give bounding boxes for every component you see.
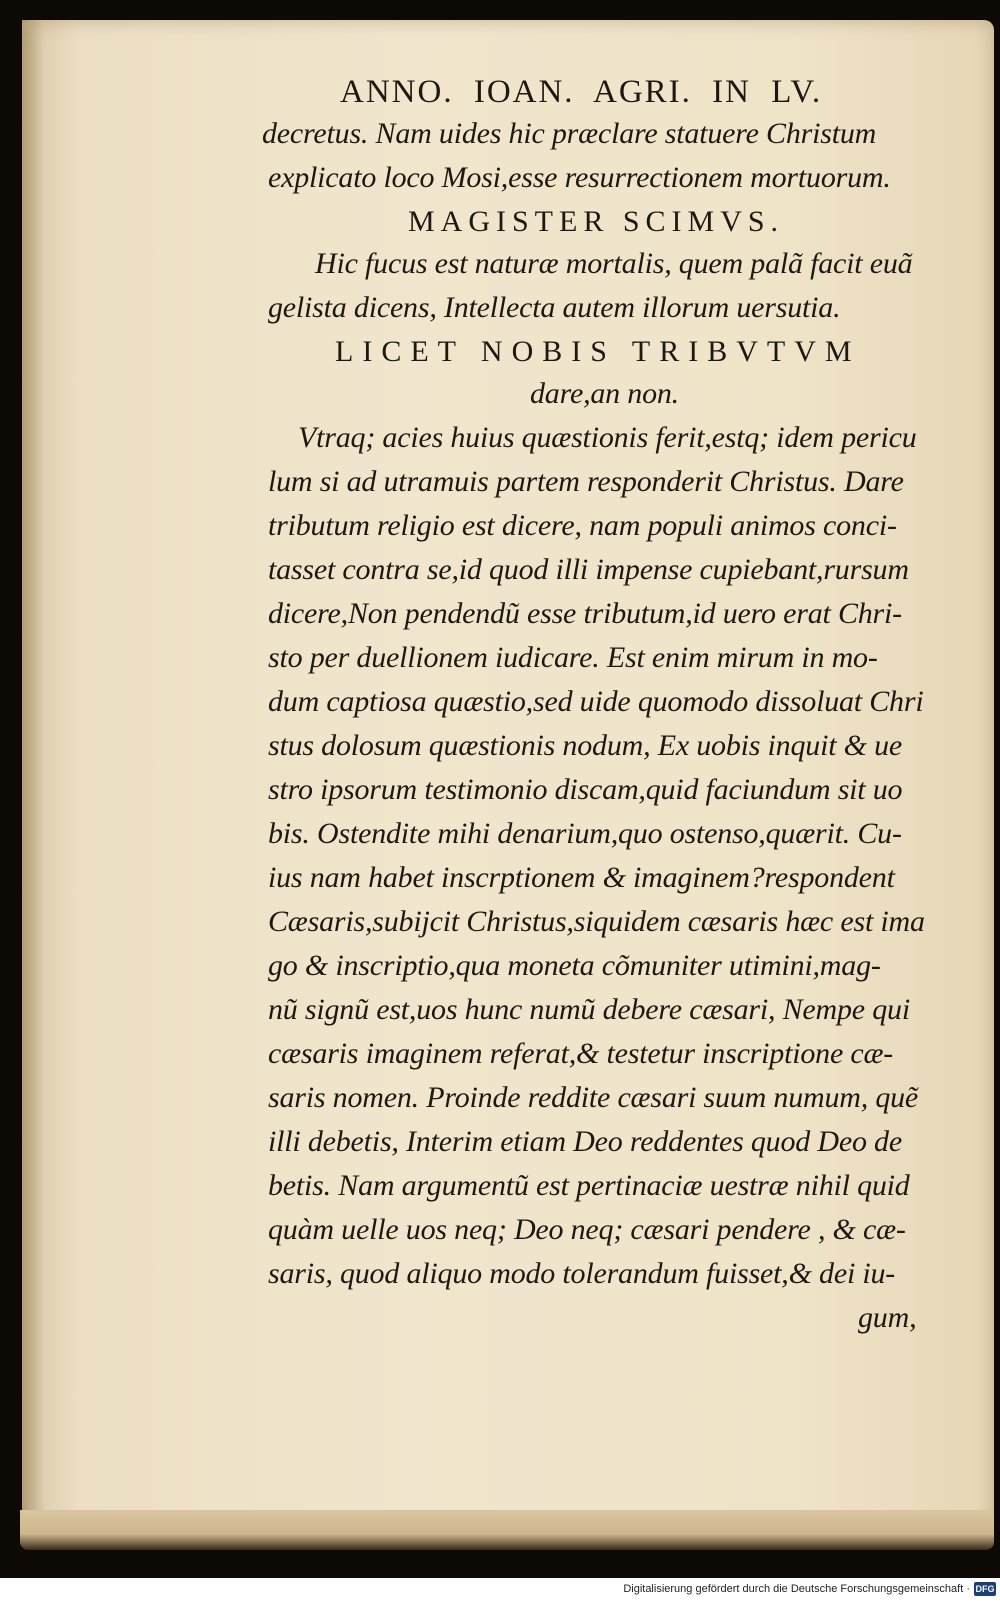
page-bottom-edge [20, 1510, 994, 1550]
text-line: cæsaris imaginem referat,& testetur inscriptione cæ- [268, 1037, 894, 1070]
section-heading: LICET NOBIS TRIBVTVM [335, 335, 861, 368]
text-line: sto per duellionem iudicare. Est enim mirum in mo- [268, 641, 878, 674]
text-line: Hic fucus est naturæ mortalis, quem palã facit euã [315, 247, 913, 280]
text-line: saris nomen. Proinde reddite cæsari suum numum, quẽ [268, 1081, 919, 1114]
text-line: betis. Nam argumentũ est pertinaciæ uestræ nihil quid [268, 1169, 910, 1202]
section-heading: MAGISTER SCIMVS. [408, 205, 785, 238]
text-line: Cæsaris,subijcit Christus,siquidem cæsaris hæc est ima [268, 905, 925, 938]
text-line: nũ signũ est,uos hunc numũ debere cæsari, Nempe qui [268, 993, 910, 1026]
catchword: gum, [858, 1301, 917, 1334]
text-line: stus dolosum quæstionis nodum, Ex uobis inquit & ue [268, 729, 902, 762]
text-line: Vtraq; acies huius quæstionis ferit,estq; idem pericu [298, 421, 917, 454]
text-line: tributum religio est dicere, nam populi animos conci- [268, 509, 897, 542]
text-line: bis. Ostendite mihi denarium,quo ostenso,quærit. Cu- [268, 817, 902, 850]
text-line: stro ipsorum testimonio discam,quid faciundum sit uo [268, 773, 903, 806]
text-line: tasset contra se,id quod illi impense cupiebant,rursum [268, 553, 909, 586]
text-line: quàm uelle uos neq; Deo neq; cæsari pendere , & cæ- [268, 1213, 906, 1246]
text-line: gelista dicens, Intellecta autem illorum uersutia. [268, 291, 841, 324]
text-line: decretus. Nam uides hic præclare statuere Christum [262, 117, 877, 150]
text-line: explicato loco Mosi,esse resurrectionem mortuorum. [268, 161, 891, 194]
page-gutter-shadow [22, 20, 44, 1542]
running-head: ANNO. IOAN. AGRI. IN LV. [340, 74, 823, 110]
dfg-logo: DFG [975, 1584, 995, 1594]
text-line: illi debetis, Interim etiam Deo reddentes quod Deo de [268, 1125, 902, 1158]
text-line: saris, quod aliquo modo tolerandum fuisset,& dei iu- [268, 1257, 896, 1290]
text-line: dicere,Non pendendũ esse tributum,id uero erat Chri- [268, 597, 902, 630]
text-line: dum captiosa quæstio,sed uide quomodo dissoluat Chri [268, 685, 924, 718]
section-heading-continuation: dare,an non. [530, 377, 679, 410]
digitization-credit: Digitalisierung gefördert durch die Deutsche Forschungsgemeinschaft · [623, 1583, 970, 1595]
text-line: go & inscriptio,qua moneta cõmuniter utimini,mag- [268, 949, 881, 982]
text-line: ius nam habet inscrptionem & imaginem?respondent [268, 861, 895, 894]
text-line: lum si ad utramuis partem responderit Christus. Dare [268, 465, 904, 498]
